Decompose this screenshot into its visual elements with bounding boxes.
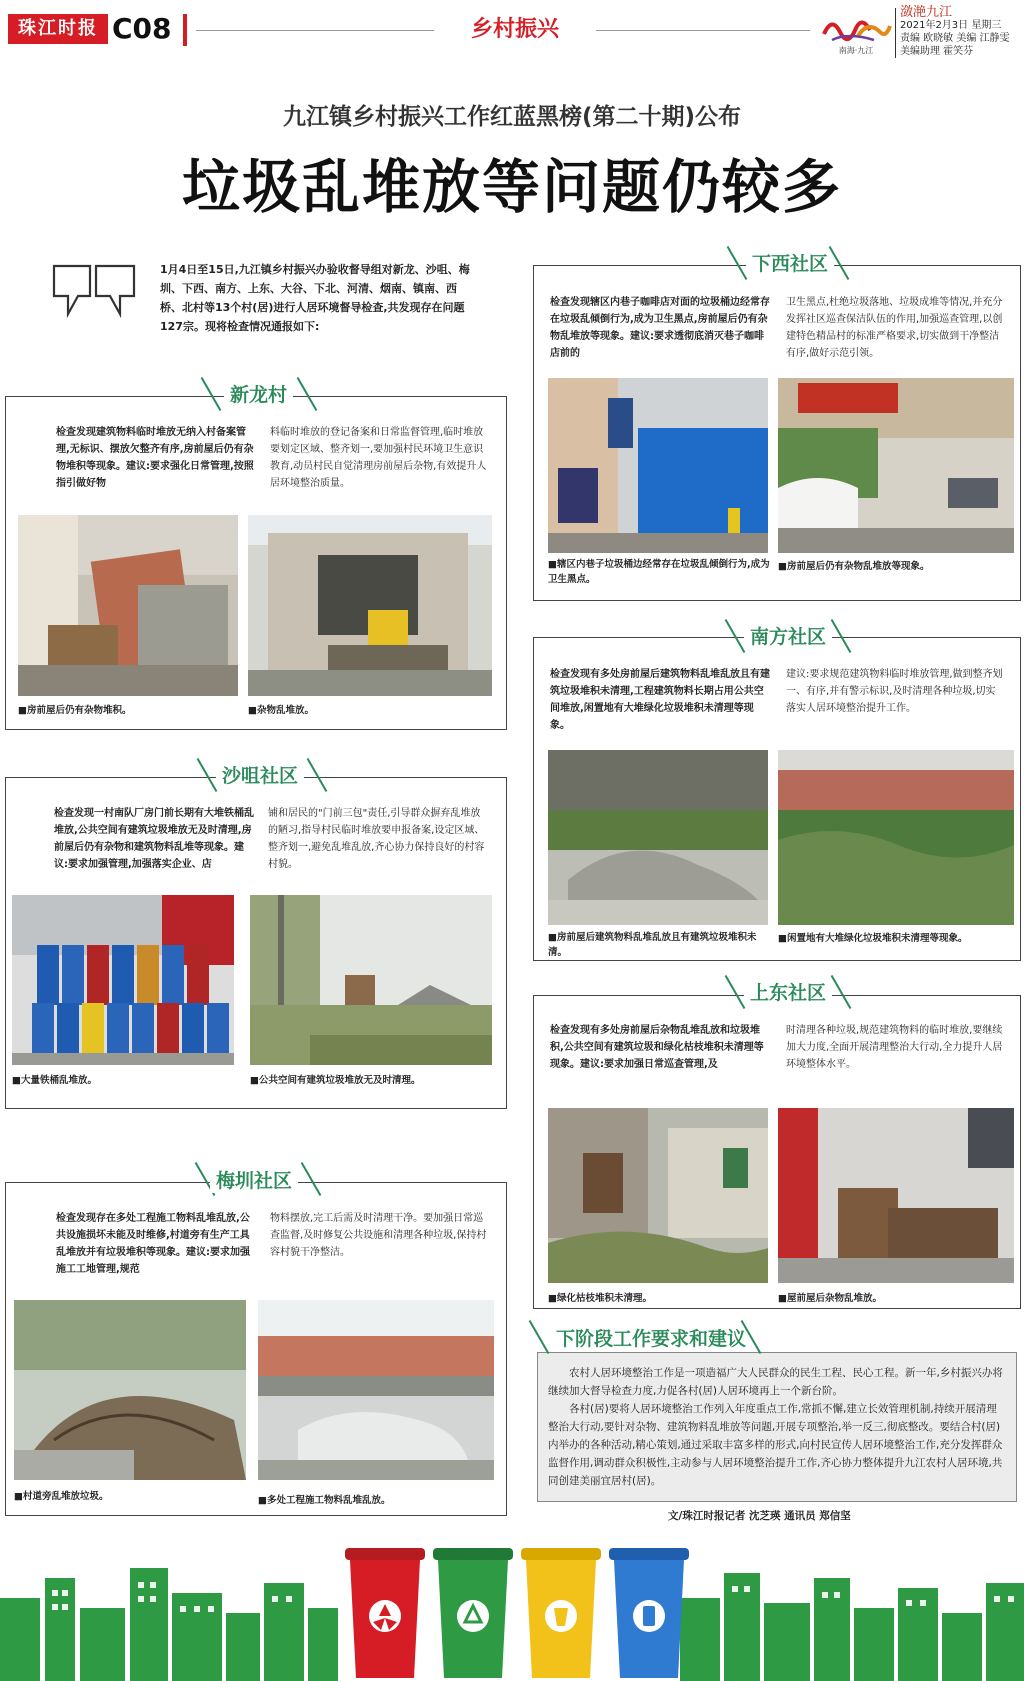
photo-shangdong-1: [548, 1108, 768, 1283]
photo-xinlong-2: [248, 515, 492, 696]
newspaper-logo: 珠江时报: [8, 14, 108, 44]
skyline-illustration: [0, 1538, 1024, 1681]
recycle-bins: [345, 1548, 689, 1678]
caption-shangdong-1: ■绿化枯枝堆积未清理。: [548, 1293, 652, 1304]
brand-subtitle: 南海·九江: [838, 46, 874, 55]
caption-xinlong-2: ■杂物乱堆放。: [248, 705, 314, 716]
masthead-info: [900, 6, 1010, 58]
title-slash-left: [529, 1320, 550, 1354]
masthead-rule-left: [196, 30, 434, 31]
assistant-credit: 美编助理 霍笑芬: [900, 46, 974, 57]
byline: 文/珠江时报记者 沈芝瑛 通讯员 郑信坚: [668, 1510, 851, 1522]
next-stage-paragraph-2: 各村(居)要将人居环境整治工作列入年度重点工作,常抓不懈,建立长效管理机制,持续开展清理整治大行动,要针对杂物、建筑物料乱堆放等问题,开展专项整治,举一反三,彻底整改。要结合村(居)内举办的各种活动,精心策划,通过采取丰富多样的形式,向村民宣传人居环境整治工作,充分发挥群众监督作用,调动群众积极性,主动参与人居环境整治提升工作,齐心协力整体提升九江农村人居环境,共同创建美丽宜居村(居)。: [548, 1403, 1003, 1487]
photo-xiaxi-1: [548, 378, 768, 553]
caption-meizhen-2: ■多处工程施工物料乱堆乱放。: [258, 1495, 391, 1506]
chat-bubbles-icon: [52, 262, 136, 320]
photo-nanfang-2: [778, 750, 1014, 925]
section-text-left-xinlong: 检查发现建筑物料临时堆放无纳入村备案管理,无标识、摆放欠整齐有序,房前屋后仍有杂物堆积等现象。建议:要求强化日常管理,按照指引做好物: [56, 427, 254, 489]
section-text-right-shaju: 铺和居民的"门前三包"责任,引导群众摒弃乱堆放的陋习,指导村民临时堆放要申报备案,设定区域、整齐划一,避免乱堆乱放,齐心协力保持良好的村容村貌。: [268, 808, 485, 870]
calligraphy-title: 潋滟九江: [900, 5, 953, 20]
photo-xiaxi-2: [778, 378, 1014, 553]
section-title-meizhen: 梅圳社区: [210, 1166, 298, 1193]
masthead-divider: [895, 8, 896, 58]
caption-shaju-2: ■公共空间有建筑垃圾堆放无及时清理。: [250, 1075, 421, 1086]
caption-xinlong-1: ■房前屋后仍有杂物堆积。: [18, 705, 132, 716]
section-text-left-meizhen: 检查发现存在多处工程施工物料乱堆乱放,公共设施损坏未能及时维修,村道旁有生产工具乱堆放并有垃圾堆积等现象。建议:要求加强施工工地管理,规范: [56, 1213, 250, 1275]
issue-date: 2021年2月3日 星期三: [900, 20, 1002, 31]
caption-shaju-1: ■大量铁桶乱堆放。: [12, 1075, 97, 1086]
photo-shaju-2: [250, 895, 492, 1065]
section-name: 乡村振兴: [470, 17, 559, 42]
subheadline: 九江镇乡村振兴工作红蓝黑榜(第二十期)公布: [282, 104, 742, 130]
section-text-right-xiaxi: 卫生黑点,杜绝垃圾落地、垃圾成堆等情况,并充分发挥社区巡查保洁队伍的作用,加强巡查管理,以创建特色精品村的标准严格要求,切实做到干净整洁有序,做好示范引领。: [786, 297, 1003, 359]
brand-logo-icon: [818, 10, 894, 56]
caption-xiaxi-2: ■房前屋后仍有杂物乱堆放等现象。: [778, 561, 930, 572]
next-stage-title: 下阶段工作要求和建议: [548, 1324, 754, 1351]
photo-meizhen-1: [14, 1300, 246, 1480]
intro-paragraph: 1月4日至15日,九江镇乡村振兴办验收督导组对新龙、沙咀、梅圳、下西、南方、上东、大谷、下北、河清、烟南、镇南、西桥、北村等13个村(居)进行人居环境督导检查,共发现存在问题127宗。现将检查情况通报如下:: [160, 263, 470, 333]
caption-shangdong-2: ■屋前屋后杂物乱堆放。: [778, 1293, 882, 1304]
photo-shangdong-2: [778, 1108, 1014, 1283]
section-title-xinlong: 新龙村: [224, 380, 293, 407]
section-text-right-shangdong: 时清理各种垃圾,规范建筑物料的临时堆放,要继续加大力度,全面开展清理整治大行动,全力提升人居环境整体水平。: [786, 1025, 1003, 1070]
photo-xinlong-1: [18, 515, 238, 696]
masthead-red-bar: [183, 14, 187, 46]
section-text-left-xiaxi: 检查发现辖区内巷子咖啡店对面的垃圾桶边经常存在垃圾乱倾倒行为,成为卫生黑点,房前屋后仍有杂物乱堆放等现象。建议:要求透彻底消灭巷子咖啡店前的: [550, 297, 770, 359]
section-title-nanfang: 南方社区: [744, 622, 832, 649]
caption-nanfang-2: ■闲置地有大堆绿化垃圾堆积未清理等现象。: [778, 933, 968, 944]
caption-nanfang-1: ■房前屋后建筑物料乱堆乱放且有建筑垃圾堆积未清。: [548, 932, 757, 958]
plastic-icon: [643, 1606, 655, 1626]
masthead-rule-right: [596, 30, 810, 31]
page-number: C08: [112, 12, 172, 45]
caption-meizhen-1: ■村道旁乱堆放垃圾。: [14, 1491, 109, 1502]
main-headline: 垃圾乱堆放等问题仍较多: [181, 153, 842, 221]
section-text-right-meizhen: 物料摆放,完工后需及时清理干净。要加强日常巡查监督,及时修复公共设施和清理各种垃圾,保持村容村貌干净整洁。: [270, 1213, 487, 1258]
section-text-left-shaju: 检查发现一村南队厂房门前长期有大堆铁桶乱堆放,公共空间有建筑垃圾堆放无及时清理,房前屋后仍有杂物和建筑物料乱堆等现象。建议:要求加强管理,加强落实企业、店: [54, 808, 254, 870]
section-title-shaju: 沙咀社区: [216, 761, 304, 788]
section-text-left-nanfang: 检查发现有多处房前屋后建筑物料乱堆乱放且有建筑垃圾堆积未清理,工程建筑物料长期占用公共空间堆放,闲置地有大堆绿化垃圾堆积未清理等现象。: [550, 669, 770, 731]
photo-nanfang-1: [548, 750, 768, 925]
section-text-right-nanfang: 建议:要求规范建筑物料临时堆放管理,做到整齐划一、有序,并有警示标识,及时清理各种垃圾,切实落实人居环境整治提升工作。: [786, 669, 1003, 714]
photo-meizhen-2: [258, 1300, 494, 1480]
next-stage-paragraph-1: 农村人居环境整治工作是一项造福广大人民群众的民生工程、民心工程。新一年,乡村振兴办将继续加大督导检查力度,力促各村(居)人居环境再上一个新台阶。: [548, 1367, 1003, 1397]
caption-xiaxi-1: ■辖区内巷子垃圾桶边经常存在垃圾乱倾倒行为,成为卫生黑点。: [548, 559, 770, 585]
photo-shaju-1: [12, 895, 234, 1065]
section-text-right-xinlong: 料临时堆放的登记备案和日常监督管理,临时堆放要划定区域、整齐划一,要加强村民环境卫生意识教育,动员村民自觉清理房前屋后杂物,有效提升人居环境整治质量。: [270, 427, 487, 489]
section-title-xiaxi: 下西社区: [746, 249, 834, 276]
editors-credit: 责编 欧晓敏 美编 江静雯: [900, 33, 1010, 44]
section-text-left-shangdong: 检查发现有多处房前屋后杂物乱堆乱放和垃圾堆积,公共空间有建筑垃圾和绿化枯枝堆积未清理等现象。建议:要求加强日常巡查管理,及: [550, 1025, 764, 1070]
section-title-shangdong: 上东社区: [744, 978, 832, 1005]
